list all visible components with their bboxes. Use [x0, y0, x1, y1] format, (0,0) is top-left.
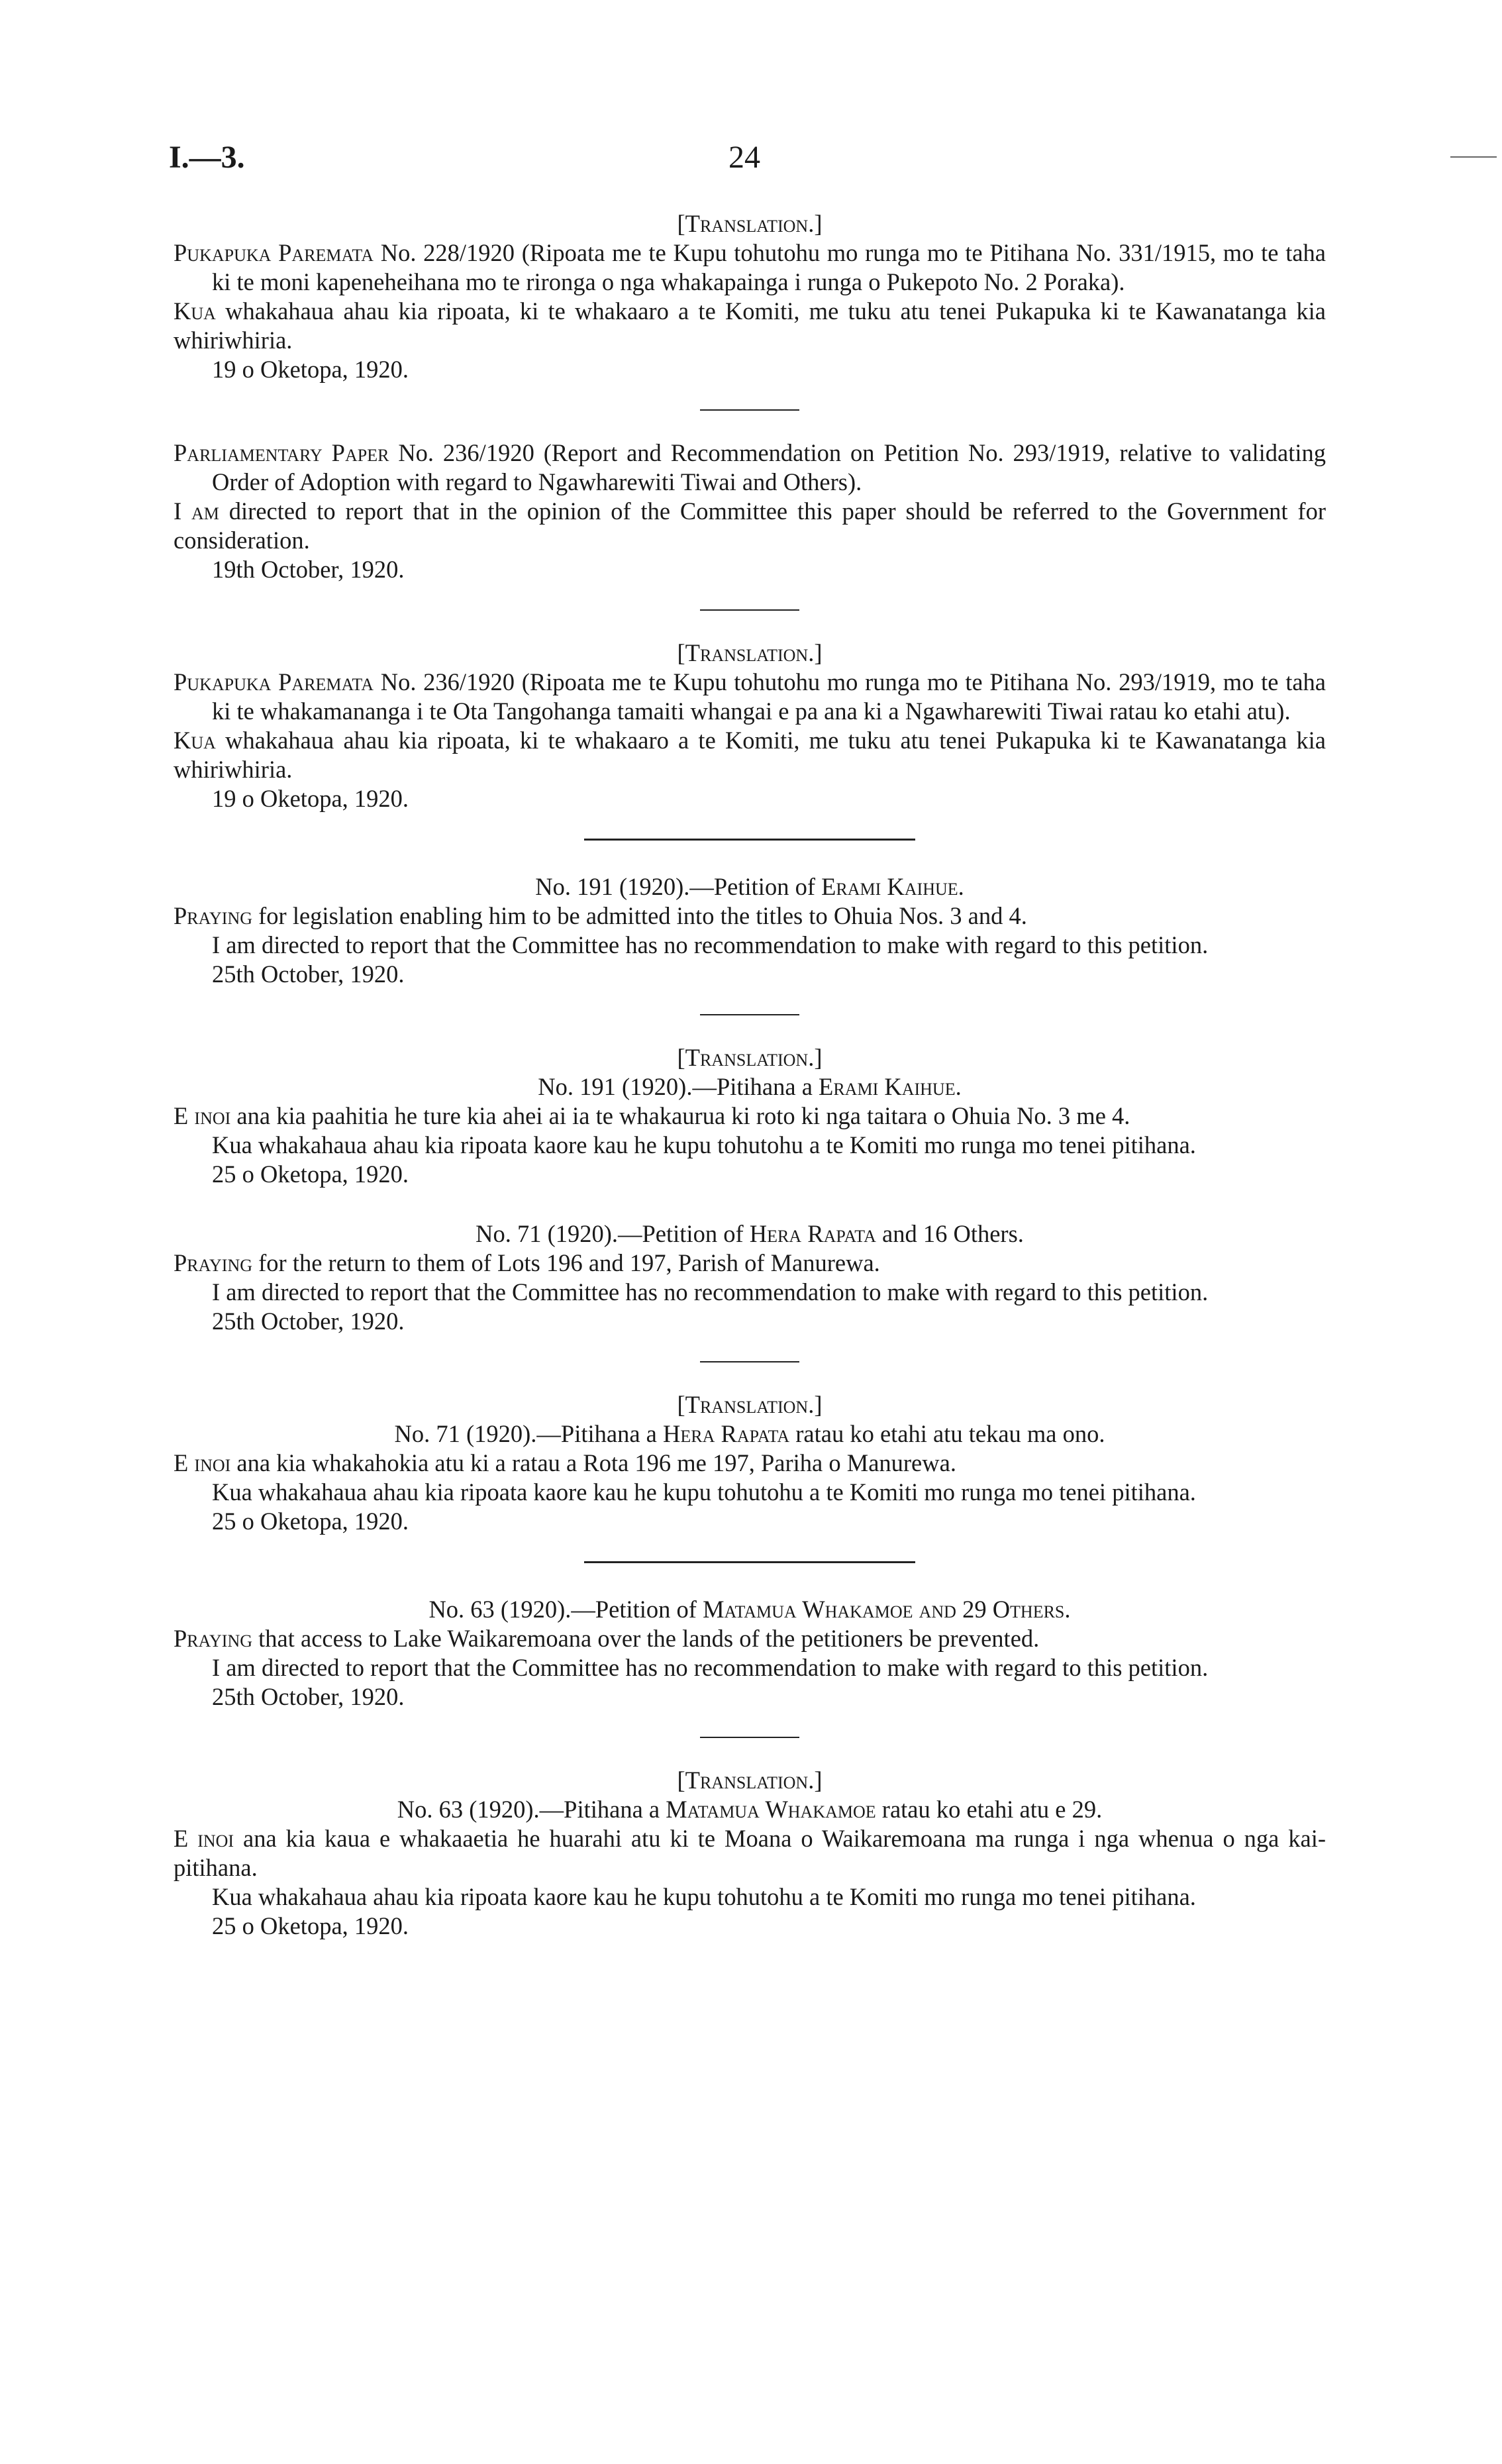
translation-label: [Translation.]: [677, 639, 823, 666]
title-lead: Pukapuka Paremata: [174, 239, 374, 266]
section-title: [174, 668, 1326, 726]
section-translation-pukapuka-236: [174, 639, 1326, 813]
major-divider: [584, 839, 915, 841]
petitioner-name: Hera Rapata: [749, 1220, 876, 1247]
report-paragraph: I am directed to report that the Committee has no recommendation to make with regard to this petition.: [212, 1654, 1209, 1681]
praying-paragraph: [174, 1624, 1326, 1653]
praying-paragraph: [174, 1249, 1326, 1278]
section-gap: [174, 1189, 1326, 1219]
translation-label: [Translation.]: [677, 1391, 823, 1418]
body-lead: Kua: [174, 297, 216, 325]
title-post: .: [958, 873, 964, 900]
section-divider: [700, 1361, 799, 1362]
inoi-lead: E inoi: [174, 1825, 234, 1852]
section-petition-63: [174, 1595, 1326, 1712]
title-post: .: [955, 1073, 962, 1100]
inoi-rest: ana kia paahitia he ture kia ahei ai ia te whakaurua ki roto ki nga taitara o Ohuia No. 3 me 4.: [230, 1102, 1130, 1129]
section-title: [174, 1072, 1326, 1102]
title-pre: No. 71 (1920).—Pitihana a: [394, 1420, 663, 1447]
section-translation-63: [174, 1766, 1326, 1941]
title-post: ratau ko etahi atu e 29.: [876, 1796, 1103, 1823]
section-date: 25 o Oketopa, 1920.: [212, 1160, 409, 1188]
section-divider: [700, 609, 799, 611]
section-title: [174, 1419, 1326, 1449]
petitioner-name: Erami Kaihue: [819, 1073, 956, 1100]
report-paragraph: I am directed to report that the Committee has no recommendation to make with regard to this petition.: [212, 931, 1209, 958]
petitioner-name: Matamua Whakamoe and 29 Others: [703, 1596, 1065, 1623]
section-divider: [700, 409, 799, 411]
section-title: [174, 1795, 1326, 1824]
title-pre: No. 191 (1920).—Petition of: [535, 873, 822, 900]
inoi-lead: E inoi: [174, 1102, 231, 1129]
praying-rest: that access to Lake Waikaremoana over the lands of the petitioners be prevented.: [252, 1625, 1040, 1652]
title-pre: No. 63 (1920).—Petition of: [428, 1596, 703, 1623]
section-petition-71: [174, 1219, 1326, 1336]
section-title: [174, 1595, 1326, 1624]
section-date: 25th October, 1920.: [212, 1308, 405, 1335]
title-post: ratau ko etahi atu tekau ma ono.: [789, 1420, 1105, 1447]
title-pre: No. 191 (1920).—Pitihana a: [538, 1073, 819, 1100]
section-date: 25th October, 1920.: [212, 960, 405, 988]
section-title: [174, 1219, 1326, 1249]
section-translation-pukapuka-228: [174, 209, 1326, 384]
section-date: 19 o Oketopa, 1920.: [212, 785, 409, 812]
title-pre: No. 71 (1920).—Petition of: [476, 1220, 750, 1247]
report-paragraph: Kua whakahaua ahau kia ripoata kaore kau he kupu tohutohu a te Komiti mo runga mo tenei pitihana.: [212, 1883, 1196, 1910]
translation-label: [Translation.]: [677, 1767, 823, 1794]
section-translation-71: [174, 1390, 1326, 1536]
petitioner-name: Hera Rapata: [662, 1420, 790, 1447]
page-number: 24: [728, 140, 760, 175]
title-rest: No. 228/1920 (Ripoata me te Kupu tohutohu mo runga mo te Pitihana No. 331/1915, mo te taha ki te moni kapeneheihana mo te rironga o nga whakapainga i runga o Pukepoto No. 2 Poraka).: [212, 239, 1326, 295]
section-date: 19 o Oketopa, 1920.: [212, 356, 409, 383]
title-rest: No. 236/1920 (Ripoata me te Kupu tohutohu mo runga mo te Pitihana No. 293/1919, mo te taha ki te whakamananga i te Ota Tangohanga tamaiti whangai e pa ana ki a Ngawharewiti Tiwai ratau ko etahi atu).: [212, 668, 1326, 725]
section-title: [174, 872, 1326, 901]
section-date: 19th October, 1920.: [212, 556, 405, 583]
inoi-paragraph: [174, 1102, 1326, 1131]
title-post: and 16 Others.: [876, 1220, 1024, 1247]
header-margin-rule: [1450, 156, 1497, 158]
title-lead: Parliamentary Paper: [174, 439, 389, 466]
body-rest: directed to report that in the opinion of the Committee this paper should be referred to the Government for consideration.: [174, 497, 1326, 554]
inoi-rest: ana kia whakahokia atu ki a ratau a Rota 196 me 197, Pariha o Manurewa.: [230, 1449, 956, 1476]
section-date: 25 o Oketopa, 1920.: [212, 1508, 409, 1535]
section-title: [174, 438, 1326, 497]
section-title: [174, 238, 1326, 297]
section-divider: [700, 1737, 799, 1738]
section-body: [174, 726, 1326, 784]
praying-lead: Praying: [174, 1249, 253, 1276]
section-body: [174, 297, 1326, 355]
section-date: 25th October, 1920.: [212, 1683, 405, 1710]
petitioner-name: Matamua Whakamoe: [666, 1796, 876, 1823]
body-lead: I am: [174, 497, 219, 525]
title-lead: Pukapuka Paremata: [174, 668, 374, 695]
section-translation-191: [174, 1043, 1326, 1189]
inoi-paragraph: [174, 1824, 1326, 1882]
body-rest: whakahaua ahau kia ripoata, ki te whakaaro a te Komiti, me tuku atu tenei Pukapuka ki te Kawanatanga kia whiriwhiria.: [174, 297, 1326, 354]
report-paragraph: I am directed to report that the Committee has no recommendation to make with regard to this petition.: [212, 1278, 1209, 1306]
document-body: [174, 209, 1326, 1941]
translation-label: [Translation.]: [677, 210, 823, 237]
inoi-lead: E inoi: [174, 1449, 231, 1476]
translation-label: [Translation.]: [677, 1044, 823, 1071]
praying-paragraph: [174, 901, 1326, 931]
title-rest: No. 236/1920 (Report and Recommendation on Petition No. 293/1919, relative to validating Order of Adoption with regard to Ngawharewiti Tiwai and Others).: [212, 439, 1326, 495]
document-reference: I.—3.: [169, 140, 245, 175]
petitioner-name: Erami Kaihue: [821, 873, 958, 900]
inoi-rest: ana kia kaua e whakaaetia he huarahi atu ki te Moana o Waikaremoana ma runga i nga whenua o nga kai-pitihana.: [174, 1825, 1326, 1881]
major-divider: [584, 1561, 915, 1563]
praying-lead: Praying: [174, 1625, 253, 1652]
section-body: [174, 497, 1326, 555]
report-paragraph: Kua whakahaua ahau kia ripoata kaore kau he kupu tohutohu a te Komiti mo runga mo tenei pitihana.: [212, 1131, 1196, 1158]
body-lead: Kua: [174, 727, 216, 754]
section-date: 25 o Oketopa, 1920.: [212, 1912, 409, 1939]
section-divider: [700, 1014, 799, 1015]
report-paragraph: Kua whakahaua ahau kia ripoata kaore kau he kupu tohutohu a te Komiti mo runga mo tenei pitihana.: [212, 1478, 1196, 1506]
title-pre: No. 63 (1920).—Pitihana a: [397, 1796, 666, 1823]
section-petition-191: [174, 872, 1326, 989]
praying-rest: for the return to them of Lots 196 and 197, Parish of Manurewa.: [252, 1249, 880, 1276]
body-rest: whakahaua ahau kia ripoata, ki te whakaaro a te Komiti, me tuku atu tenei Pukapuka ki te Kawanatanga kia whiriwhiria.: [174, 727, 1326, 783]
inoi-paragraph: [174, 1449, 1326, 1478]
section-parliamentary-paper-236: [174, 438, 1326, 584]
praying-rest: for legislation enabling him to be admitted into the titles to Ohuia Nos. 3 and 4.: [252, 902, 1027, 929]
title-post: .: [1064, 1596, 1071, 1623]
praying-lead: Praying: [174, 902, 253, 929]
